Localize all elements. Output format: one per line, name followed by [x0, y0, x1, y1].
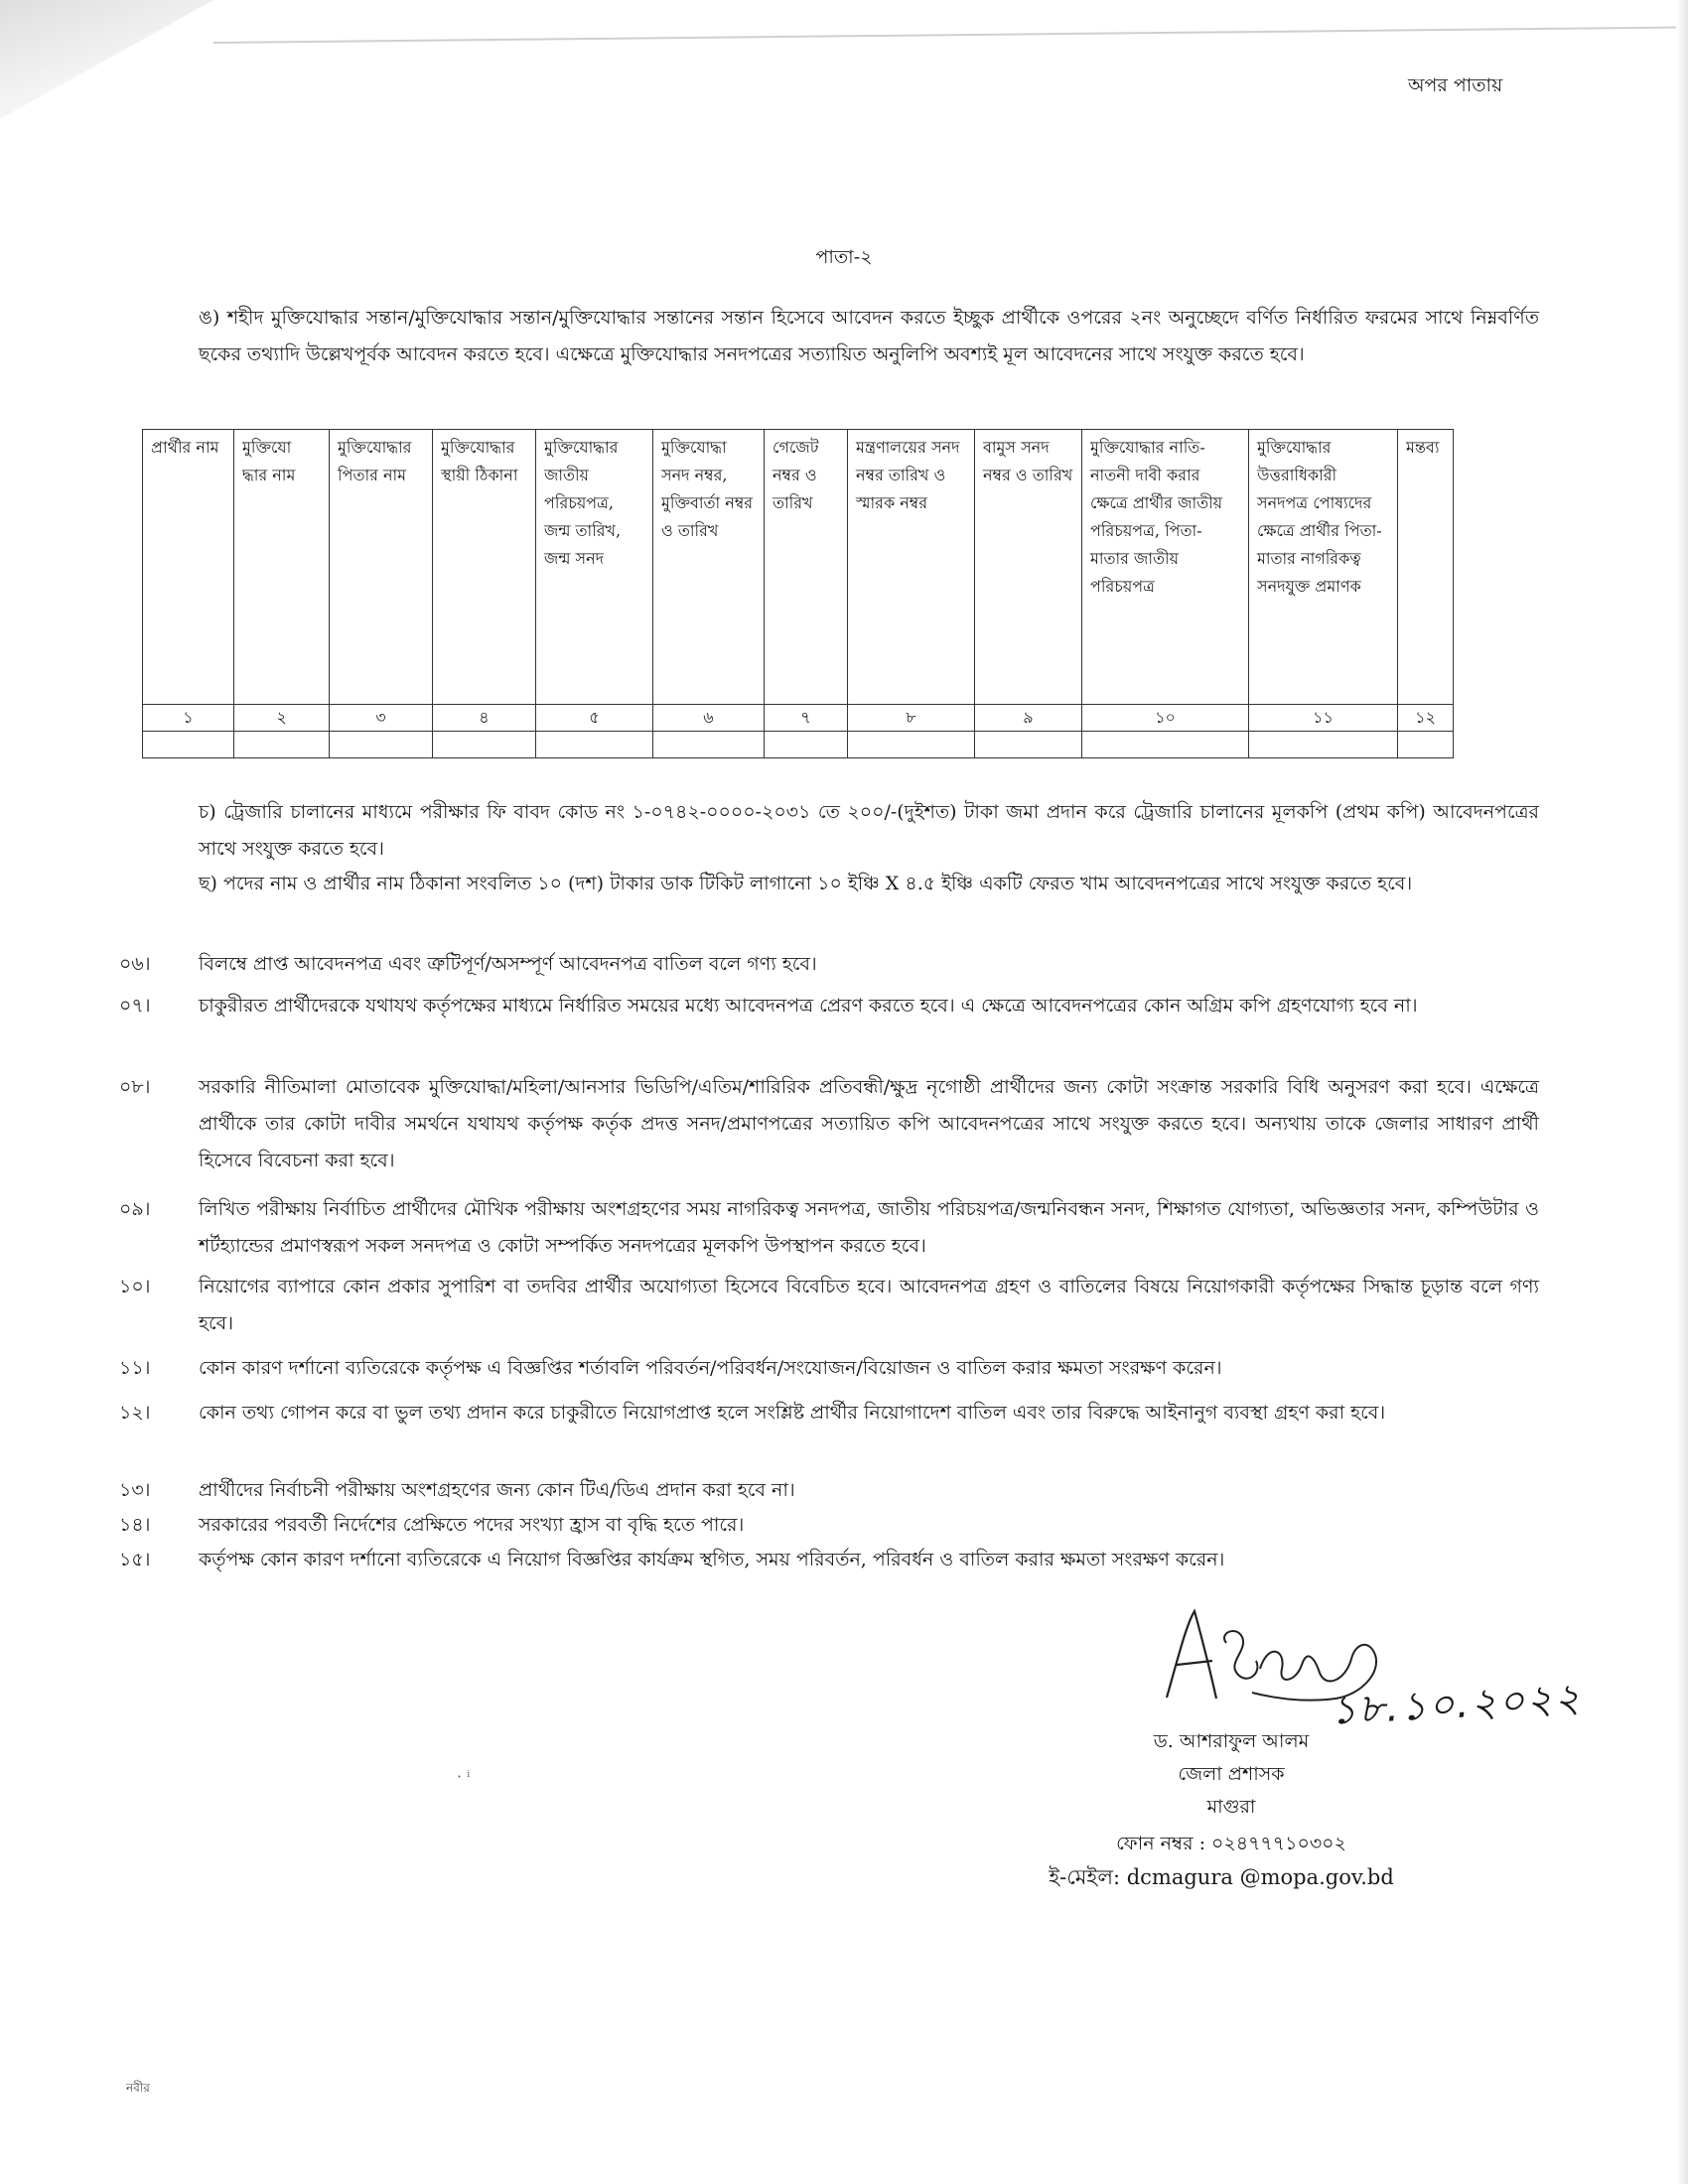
clause-gha: ঙ) শহীদ মুক্তিযোদ্ধার সন্তান/মুক্তিযোদ্ধার সন্তান/মুক্তিযোদ্ধার সন্তানের সন্তান হিসেবে আবেদন করতে ইচ্ছুক প্রার্থীকে ওপরের ২নং অনুচ্ছেদে বর্ণিত নির্ধারিত ফরমের সাথে নিম্নবর্ণিত ছকের তথ্যাদি উল্লেখপূর্বক আবেদন করতে হবে। এক্ষেত্রে মুক্তিযোদ্ধার সনদপত্রের সত্যায়িত অনুলিপি অবশ্যই মূল আবেদনের সাথে সংযুক্ত করতে হবে। — [199, 307, 1539, 365]
item-number: ০৯। — [119, 1198, 151, 1220]
item-number: ০৭। — [119, 995, 151, 1017]
table-blank-cell — [143, 732, 234, 758]
table-number-cell: ১১ — [1249, 705, 1398, 732]
signature-date: ১৮.১০.২০২২ — [1329, 1675, 1584, 1734]
item-number: ০৬। — [119, 953, 151, 975]
table-number-cell: ২ — [234, 705, 330, 732]
table-blank-cell — [536, 732, 653, 758]
item-number: ১০। — [119, 1276, 151, 1297]
scan-edge-shadow — [1676, 0, 1688, 2184]
table-header-cell: মন্তব্য — [1398, 430, 1454, 705]
freedom-fighter-info-table — [142, 429, 1454, 758]
table-blank-cell — [653, 732, 765, 758]
table-header-cell: প্রার্থীর নাম — [143, 430, 234, 705]
table-header-cell: মুক্তিযোদ্ধার উত্তরাধিকারী সনদপত্র পোষ্যদের ক্ষেত্রে প্রার্থীর পিতা-মাতার নাগরিকত্ব সনদযুক্ত প্রমাণক — [1249, 430, 1398, 705]
table-number-cell: ১ — [143, 705, 234, 732]
footer-initials: নবীর — [126, 2081, 150, 2095]
signatory-district: মাগুরা — [1206, 1796, 1256, 1818]
table-number-cell: ১২ — [1398, 705, 1454, 732]
table-header-cell: মুক্তিযোদ্ধার পিতার নাম — [330, 430, 433, 705]
item-number: ১৪। — [119, 1514, 151, 1536]
item-number: ১১। — [119, 1357, 151, 1379]
table-number-cell: ৮ — [848, 705, 975, 732]
table-number-cell: ৩ — [330, 705, 433, 732]
table-blank-cell — [765, 732, 848, 758]
item-text: সরকারের পরবর্তী নির্দেশের প্রেক্ষিতে পদের সংখ্যা হ্রাস বা বৃদ্ধি হতে পারে। — [199, 1514, 745, 1536]
signatory-name: ড. আশরাফুল আলম — [1153, 1730, 1310, 1752]
table-header-cell: মুক্তিযোদ্ধার স্থায়ী ঠিকানা — [433, 430, 536, 705]
item-text: বিলম্বে প্রাপ্ত আবেদনপত্র এবং ত্রুটিপূর্ণ/অসম্পূর্ণ আবেদনপত্র বাতিল বলে গণ্য হবে। — [199, 953, 817, 975]
table-blank-cell — [1398, 732, 1454, 758]
table-number-cell: ৬ — [653, 705, 765, 732]
clause-ca: চ) ট্রেজারি চালানের মাধ্যমে পরীক্ষার ফি বাবদ কোড নং ১-০৭৪২-০০০০-২০৩১ তে ২০০/-(দুইশত) টাকা জমা প্রদান করে ট্রেজারি চালানের মূলকপি (প্রথম কপি) আবেদনপত্রের সাথে সংযুক্ত করতে হবে। — [199, 801, 1539, 860]
item-number: ১২। — [119, 1402, 151, 1424]
table-header-row — [143, 430, 1454, 705]
item-text: নিয়োগের ব্যাপারে কোন প্রকার সুপারিশ বা তদবির প্রার্থীর অযোগ্যতা হিসেবে বিবেচিত হবে। আবেদনপত্র গ্রহণ ও বাতিলের বিষয়ে নিয়োগকারী কর্তৃপক্ষের সিদ্ধান্ত চূড়ান্ত বলে গণ্য হবে। — [199, 1276, 1539, 1334]
item-text: কর্তৃপক্ষ কোন কারণ দর্শানো ব্যতিরেকে এ নিয়োগ বিজ্ঞপ্তির কার্যক্রম স্থগিত, সময় পরিবর্তন, পরিবর্ধন ও বাতিল করার ক্ষমতা সংরক্ষণ করেন। — [199, 1549, 1225, 1570]
scan-speck: · ⁱ — [457, 1767, 471, 1786]
item-number: ১৫। — [119, 1549, 151, 1570]
item-text: কোন কারণ দর্শানো ব্যতিরেকে কর্তৃপক্ষ এ বিজ্ঞপ্তির শর্তাবলি পরিবর্তন/পরিবর্ধন/সংযোজন/বিয়োজন ও বাতিল করার ক্ষমতা সংরক্ষণ করেন। — [199, 1357, 1222, 1379]
item-text: প্রার্থীদের নির্বাচনী পরীক্ষায় অংশগ্রহণের জন্য কোন টিএ/ডিএ প্রদান করা হবে না। — [199, 1479, 795, 1501]
table-blank-cell — [1082, 732, 1249, 758]
table-header-cell: মন্ত্রণালয়ের সনদ নম্বর তারিখ ও স্মারক নম্বর — [848, 430, 975, 705]
table-blank-cell — [975, 732, 1082, 758]
table-blank-cell — [330, 732, 433, 758]
continued-note: অপর পাতায় — [1408, 74, 1503, 96]
table-number-cell: ৭ — [765, 705, 848, 732]
table-blank-cell — [1249, 732, 1398, 758]
signatory-phone: ফোন নম্বর : ০২৪৭৭৭১০৩০২ — [1116, 1833, 1346, 1854]
table-blank-cell — [848, 732, 975, 758]
scan-fold-shadow — [0, 0, 213, 119]
table-number-cell: ৪ — [433, 705, 536, 732]
table-number-cell: ৯ — [975, 705, 1082, 732]
table-header-cell: মুক্তিযোদ্ধার জাতীয় পরিচয়পত্র, জন্ম তারিখ, জন্ম সনদ — [536, 430, 653, 705]
table-header-cell: মুক্তিযো দ্ধার নাম — [234, 430, 330, 705]
table-header-cell: মুক্তিযোদ্ধার নাতি-নাতনী দাবী করার ক্ষেত্রে প্রার্থীর জাতীয় পরিচয়পত্র, পিতা-মাতার জাতীয় পরিচয়পত্র — [1082, 430, 1249, 705]
item-number: ০৮। — [119, 1076, 151, 1098]
scan-fold-line — [213, 27, 1683, 44]
table-header-cell: গেজেট নম্বর ও তারিখ — [765, 430, 848, 705]
item-text: কোন তথ্য গোপন করে বা ভুল তথ্য প্রদান করে চাকুরীতে নিয়োগপ্রাপ্ত হলে সংশ্লিষ্ট প্রার্থীর নিয়োগাদেশ বাতিল এবং তার বিরুদ্ধে আইনানুগ ব্যবস্থা গ্রহণ করা হবে। — [199, 1402, 1386, 1424]
table-blank-cell — [433, 732, 536, 758]
table-header-cell: বামুস সনদ নম্বর ও তারিখ — [975, 430, 1082, 705]
table-number-row — [143, 705, 1454, 732]
clause-cha: ছ) পদের নাম ও প্রার্থীর নাম ঠিকানা সংবলিত ১০ (দশ) টাকার ডাক টিকিট লাগানো ১০ ইঞ্চি X ৪.৫ ইঞ্চি একটি ফেরত খাম আবেদনপত্রের সাথে সংযুক্ত করতে হবে। — [199, 873, 1413, 894]
table-number-cell: ১০ — [1082, 705, 1249, 732]
item-number: ১৩। — [119, 1479, 151, 1501]
item-text: চাকুরীরত প্রার্থীদেরকে যথাযথ কর্তৃপক্ষের মাধ্যমে নির্ধারিত সময়ের মধ্যে আবেদনপত্র প্রেরণ করতে হবে। এ ক্ষেত্রে আবেদনপত্রের কোন অগ্রিম কপি গ্রহণযোগ্য হবে না। — [199, 995, 1418, 1017]
table-blank-row — [143, 732, 1454, 758]
table-blank-cell — [234, 732, 330, 758]
table-header-cell: মুক্তিযোদ্ধা সনদ নম্বর, মুক্তিবার্তা নম্বর ও তারিখ — [653, 430, 765, 705]
page-number: পাতা-২ — [815, 246, 873, 268]
table-number-cell: ৫ — [536, 705, 653, 732]
signatory-email: ই-মেইল: dcmagura @mopa.gov.bd — [1049, 1865, 1394, 1889]
item-text: লিখিত পরীক্ষায় নির্বাচিত প্রার্থীদের মৌখিক পরীক্ষায় অংশগ্রহণের সময় নাগরিকত্ব সনদপত্র, জাতীয় পরিচয়পত্র/জন্মনিবন্ধন সনদ, শিক্ষাগত যোগ্যতা, অভিজ্ঞতার সনদ, কম্পিউটার ও শর্টহ্যান্ডের প্রমাণস্বরূপ সকল সনদপত্র ও কোটা সম্পর্কিত সনদপত্রের মূলকপি উপস্থাপন করতে হবে। — [199, 1198, 1539, 1257]
signatory-title: জেলা প্রশাসক — [1178, 1763, 1285, 1785]
item-text: সরকারি নীতিমালা মোতাবেক মুক্তিযোদ্ধা/মহিলা/আনসার ভিডিপি/এতিম/শারিরিক প্রতিবন্ধী/ক্ষুদ্র নৃগোষ্ঠী প্রার্থীদের জন্য কোটা সংক্রান্ত সরকারি বিধি অনুসরণ করা হবে। এক্ষেত্রে প্রার্থীকে তার কোটা দাবীর সমর্থনে যথাযথ কর্তৃপক্ষ কর্তৃক প্রদত্ত সনদ/প্রমাণপত্রের সত্যায়িত কপি আবেদনপত্রের সাথে সংযুক্ত করতে হবে। অন্যথায় তাকে জেলার সাধারণ প্রার্থী হিসেবে বিবেচনা করা হবে। — [199, 1076, 1539, 1171]
